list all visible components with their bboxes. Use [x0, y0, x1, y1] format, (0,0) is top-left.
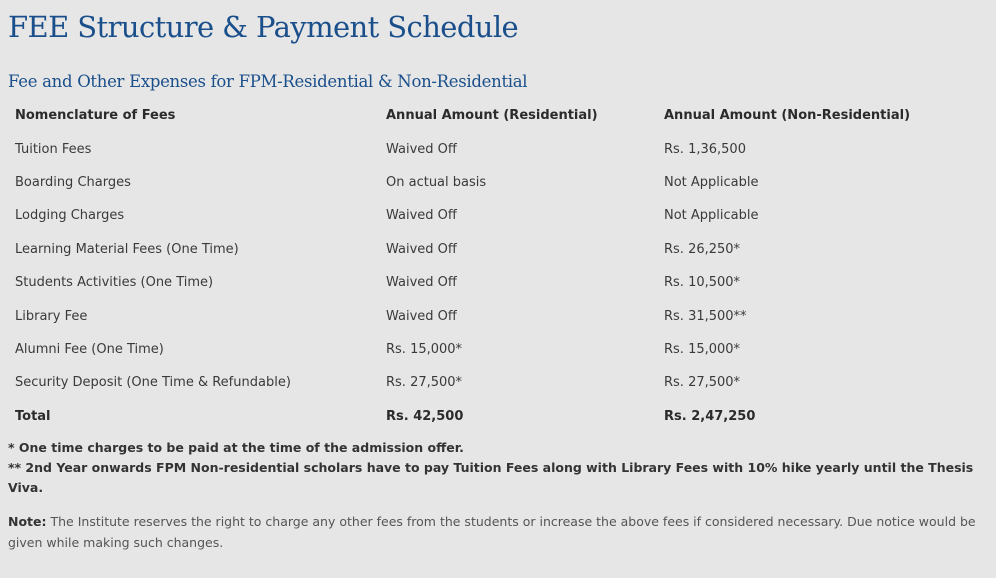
- non-residential-amount-cell: Rs. 15,000*: [664, 341, 741, 357]
- non-residential-amount-cell: Rs. 26,250*: [664, 241, 741, 257]
- total-non-residential: Rs. 2,47,250: [664, 408, 756, 424]
- table-row: [8, 333, 988, 366]
- page-title: FEE Structure & Payment Schedule: [8, 10, 519, 44]
- total-label: Total: [15, 408, 51, 424]
- residential-amount-cell: Waived Off: [386, 208, 457, 224]
- table-row: [8, 199, 988, 232]
- fee-name-cell: Library Fee: [15, 308, 88, 324]
- non-residential-amount-cell: Rs. 10,500*: [664, 275, 741, 291]
- total-row: [8, 400, 988, 433]
- non-residential-amount-cell: Rs. 27,500*: [664, 375, 741, 391]
- residential-amount-cell: Waived Off: [386, 141, 457, 157]
- section-subtitle: Fee and Other Expenses for FPM-Residential & Non-Residential: [8, 72, 528, 91]
- footnotes: [8, 438, 988, 498]
- residential-amount-cell: Waived Off: [386, 241, 457, 257]
- fee-name-cell: Students Activities (One Time): [15, 275, 214, 291]
- table-row: [8, 166, 988, 199]
- table-row: [8, 132, 988, 165]
- fee-name-cell: Security Deposit (One Time & Refundable): [15, 375, 291, 391]
- residential-amount-cell: Rs. 27,500*: [386, 375, 463, 391]
- non-residential-amount-cell: Not Applicable: [664, 208, 759, 224]
- fee-name-cell: Tuition Fees: [15, 141, 92, 157]
- non-residential-amount-cell: Rs. 31,500**: [664, 308, 747, 324]
- total-residential: Rs. 42,500: [386, 408, 464, 424]
- column-header-non-residential: Annual Amount (Non-Residential): [664, 108, 911, 124]
- non-residential-amount-cell: Rs. 1,36,500: [664, 141, 746, 157]
- footnote-one-time: * One time charges to be paid at the time of the admission offer.: [8, 439, 464, 455]
- note-paragraph: [8, 511, 983, 553]
- fee-name-cell: Lodging Charges: [15, 208, 125, 224]
- table-row: [8, 233, 988, 266]
- residential-amount-cell: Waived Off: [386, 308, 457, 324]
- table-header-row: [8, 99, 988, 132]
- note-label: Note:: [8, 513, 47, 529]
- table-row: [8, 266, 988, 299]
- fee-table: [8, 99, 988, 433]
- table-row: [8, 366, 988, 399]
- residential-amount-cell: On actual basis: [386, 174, 487, 190]
- fee-name-cell: Learning Material Fees (One Time): [15, 241, 239, 257]
- residential-amount-cell: Rs. 15,000*: [386, 341, 463, 357]
- footnote-second-year: ** 2nd Year onwards FPM Non-residential scholars have to pay Tuition Fees along with Library Fees with 10% hike yearly until the Thesis Viva.: [8, 459, 974, 495]
- non-residential-amount-cell: Not Applicable: [664, 174, 759, 190]
- table-row: [8, 299, 988, 332]
- note-text: The Institute reserves the right to charge any other fees from the students or increase the above fees if considered necessary. Due notice would be given while making such changes.: [8, 513, 976, 550]
- column-header-nomenclature: Nomenclature of Fees: [15, 108, 176, 124]
- column-header-residential: Annual Amount (Residential): [386, 108, 598, 124]
- residential-amount-cell: Waived Off: [386, 275, 457, 291]
- fee-name-cell: Alumni Fee (One Time): [15, 341, 164, 357]
- fee-name-cell: Boarding Charges: [15, 174, 131, 190]
